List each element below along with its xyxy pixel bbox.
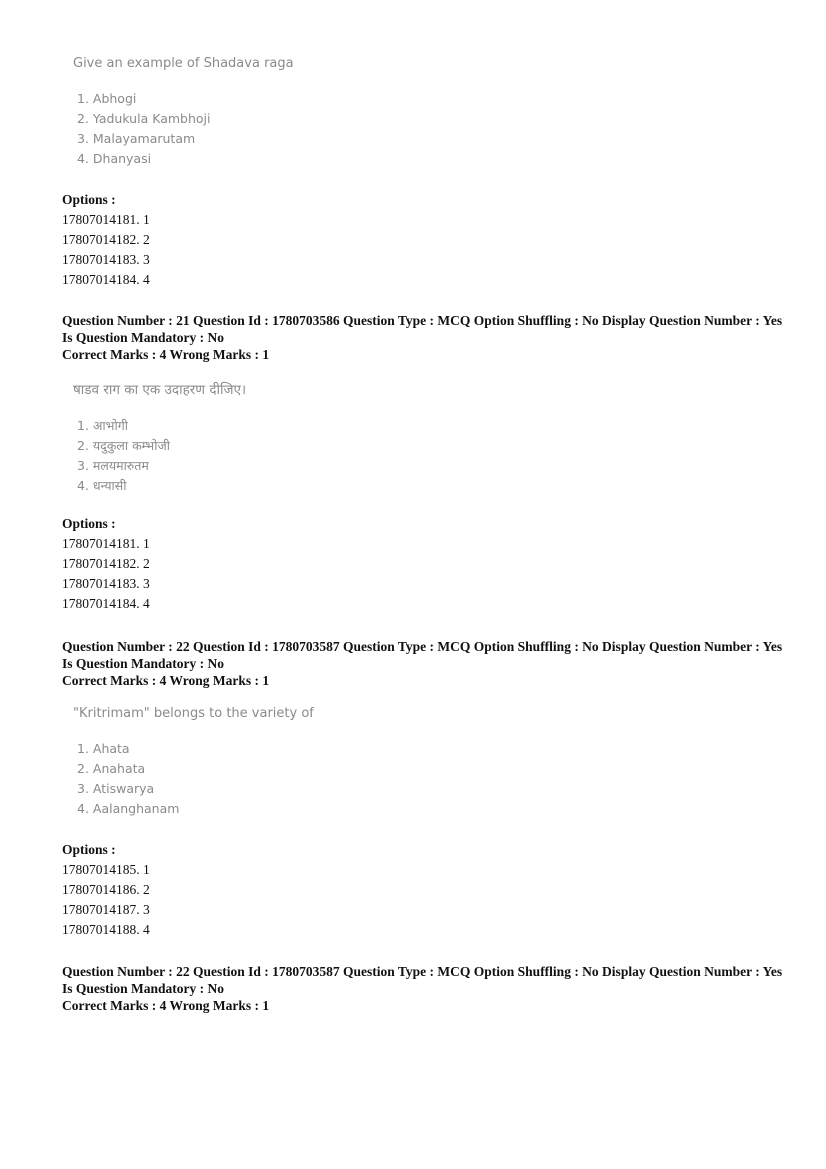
question-prompt: "Kritrimam" belongs to the variety of (73, 706, 314, 721)
question-prompt: षाडव राग का एक उदाहरण दीजिए। (73, 382, 247, 398)
question-choice: 1. Ahata (77, 741, 130, 756)
option-row: 17807014184. 4 (62, 596, 150, 611)
question-choice: 1. आभोगी (77, 418, 128, 433)
question-image (72, 380, 246, 496)
question-meta-line: Question Number : 22 Question Id : 1780703587 Question Type : MCQ Option Shuffling : No Display Question Number : Yes (62, 964, 783, 979)
question-choice: 3. Atiswarya (77, 781, 155, 796)
question-choice: 2. Yadukula Kambhoji (77, 111, 211, 126)
question-choices (72, 739, 314, 819)
question-meta-line: Question Number : 22 Question Id : 1780703587 Question Type : MCQ Option Shuffling : No Display Question Number : Yes (62, 639, 783, 654)
option-row: 17807014184. 4 (62, 272, 150, 287)
options-block (62, 514, 150, 614)
option-row: 17807014188. 4 (62, 922, 150, 937)
question-choice: 4. धन्यासी (77, 478, 127, 493)
question-meta (62, 312, 782, 363)
option-row: 17807014181. 1 (62, 212, 150, 227)
option-row: 17807014187. 3 (62, 902, 150, 917)
options-label: Options : (62, 192, 116, 207)
question-choice: 3. Malayamarutam (77, 131, 196, 146)
question-choice: 3. मलयमारुतम (77, 458, 149, 473)
question-choice: 4. Aalanghanam (77, 801, 180, 816)
option-row: 17807014182. 2 (62, 556, 150, 571)
question-image (72, 706, 314, 819)
question-prompt: Give an example of Shadava raga (73, 56, 294, 71)
question-meta (62, 638, 782, 689)
option-row: 17807014183. 3 (62, 576, 150, 591)
option-row: 17807014182. 2 (62, 232, 150, 247)
question-marks: Correct Marks : 4 Wrong Marks : 1 (62, 998, 270, 1013)
question-mandatory: Is Question Mandatory : No (62, 981, 225, 996)
options-label: Options : (62, 516, 116, 531)
question-marks: Correct Marks : 4 Wrong Marks : 1 (62, 673, 270, 688)
question-image (72, 56, 294, 169)
question-choice: 2. यदुकुला कम्भोजी (77, 438, 170, 453)
question-meta (62, 963, 782, 1014)
question-choice: 1. Abhogi (77, 91, 137, 106)
question-meta-line: Question Number : 21 Question Id : 1780703586 Question Type : MCQ Option Shuffling : No Display Question Number : Yes (62, 313, 783, 328)
option-row: 17807014181. 1 (62, 536, 150, 551)
question-mandatory: Is Question Mandatory : No (62, 656, 225, 671)
question-choice: 2. Anahata (77, 761, 146, 776)
question-mandatory: Is Question Mandatory : No (62, 330, 225, 345)
question-choice: 4. Dhanyasi (77, 151, 152, 166)
question-marks: Correct Marks : 4 Wrong Marks : 1 (62, 347, 270, 362)
option-row: 17807014185. 1 (62, 862, 150, 877)
options-block (62, 190, 150, 290)
option-row: 17807014183. 3 (62, 252, 150, 267)
question-choices (72, 89, 294, 169)
options-label: Options : (62, 842, 116, 857)
question-choices (72, 416, 246, 496)
options-block (62, 840, 150, 940)
option-row: 17807014186. 2 (62, 882, 150, 897)
